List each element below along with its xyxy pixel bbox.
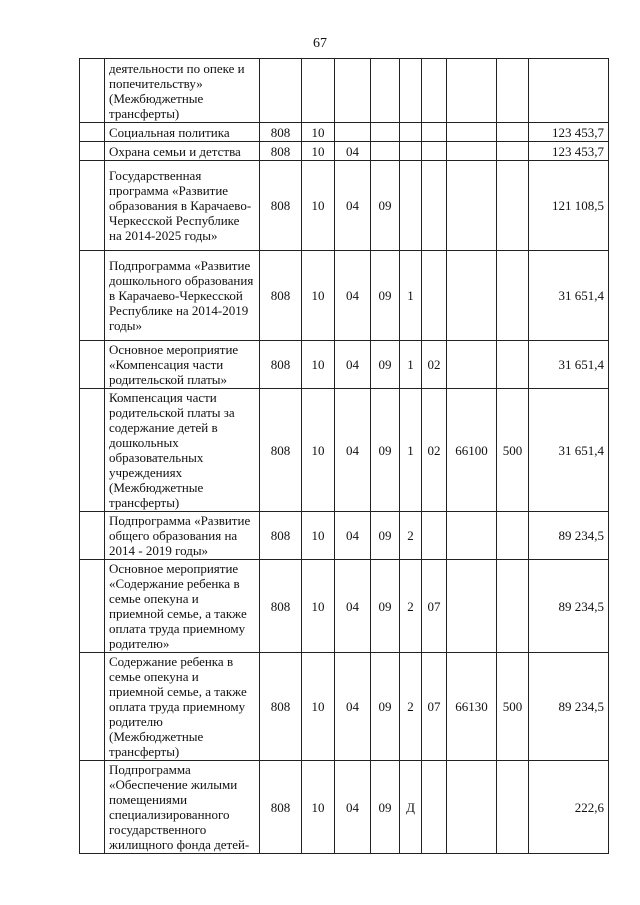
cell-name: Подпрограмма «Обеспечение жилыми помещениями специализированного государственного жилищного фонда детей- <box>105 761 260 854</box>
cell-ministry: 808 <box>260 142 302 161</box>
cell-ministry: 808 <box>260 341 302 389</box>
cell-name: Социальная политика <box>105 123 260 142</box>
table-row <box>80 59 609 123</box>
table-row <box>80 761 609 854</box>
cell-name: Государственная программа «Развитие образования в Карачаево-Черкесской Республике на 2014-2025 годы» <box>105 161 260 251</box>
cell-program: 09 <box>371 761 400 854</box>
cell-amount: 89 234,5 <box>529 512 609 560</box>
table-row <box>80 161 609 251</box>
cell-subsection: 04 <box>335 512 371 560</box>
cell-section <box>302 59 335 123</box>
cell-expense-type: 500 <box>497 653 529 761</box>
cell-name: Содержание ребенка в семье опекуна и приемной семье, а также оплата труда приемному родителю (Межбюджетные трансферты) <box>105 653 260 761</box>
cell-program <box>371 59 400 123</box>
cell-amount: 222,6 <box>529 761 609 854</box>
table-row <box>80 341 609 389</box>
cell-name: Компенсация части родительской платы за содержание детей в дошкольных образовательных учреждениях (Межбюджетные трансферты) <box>105 389 260 512</box>
cell-ministry: 808 <box>260 251 302 341</box>
cell-subprogram: 2 <box>400 653 422 761</box>
cell-expense-type <box>497 251 529 341</box>
cell-direction <box>447 142 497 161</box>
cell-expense-type <box>497 560 529 653</box>
cell-event <box>422 761 447 854</box>
cell-subsection: 04 <box>335 251 371 341</box>
cell-direction <box>447 251 497 341</box>
cell-subprogram: 1 <box>400 251 422 341</box>
cell-subsection: 04 <box>335 389 371 512</box>
cell-program: 09 <box>371 653 400 761</box>
table-row <box>80 512 609 560</box>
cell-ministry: 808 <box>260 123 302 142</box>
row-index-cell <box>80 341 105 389</box>
cell-amount: 121 108,5 <box>529 161 609 251</box>
cell-ministry: 808 <box>260 653 302 761</box>
table-row <box>80 389 609 512</box>
cell-program <box>371 142 400 161</box>
page-number: 67 <box>313 36 327 51</box>
cell-amount: 123 453,7 <box>529 142 609 161</box>
cell-event: 07 <box>422 560 447 653</box>
cell-expense-type <box>497 59 529 123</box>
cell-ministry: 808 <box>260 512 302 560</box>
cell-event <box>422 59 447 123</box>
cell-program: 09 <box>371 341 400 389</box>
table-row <box>80 123 609 142</box>
budget-table <box>79 58 609 854</box>
row-index-cell <box>80 560 105 653</box>
cell-name: Охрана семьи и детства <box>105 142 260 161</box>
cell-program <box>371 123 400 142</box>
row-index-cell <box>80 389 105 512</box>
cell-section: 10 <box>302 389 335 512</box>
row-index-cell <box>80 512 105 560</box>
cell-name: деятельности по опеке и попечительству» (Межбюджетные трансферты) <box>105 59 260 123</box>
cell-section: 10 <box>302 512 335 560</box>
table-row <box>80 560 609 653</box>
row-index-cell <box>80 653 105 761</box>
cell-ministry: 808 <box>260 161 302 251</box>
cell-program: 09 <box>371 251 400 341</box>
cell-amount: 89 234,5 <box>529 653 609 761</box>
cell-section: 10 <box>302 123 335 142</box>
cell-direction <box>447 560 497 653</box>
cell-program: 09 <box>371 560 400 653</box>
cell-direction <box>447 341 497 389</box>
cell-subsection: 04 <box>335 161 371 251</box>
cell-subprogram: 2 <box>400 512 422 560</box>
cell-direction: 66130 <box>447 653 497 761</box>
cell-subprogram: 1 <box>400 389 422 512</box>
cell-expense-type <box>497 161 529 251</box>
cell-name: Подпрограмма «Развитие общего образования на 2014 - 2019 годы» <box>105 512 260 560</box>
cell-section: 10 <box>302 142 335 161</box>
row-index-cell <box>80 142 105 161</box>
cell-amount: 31 651,4 <box>529 389 609 512</box>
cell-section: 10 <box>302 653 335 761</box>
cell-subprogram <box>400 59 422 123</box>
cell-subprogram <box>400 142 422 161</box>
cell-subsection: 04 <box>335 560 371 653</box>
cell-amount <box>529 59 609 123</box>
cell-amount: 123 453,7 <box>529 123 609 142</box>
cell-ministry: 808 <box>260 389 302 512</box>
cell-expense-type: 500 <box>497 389 529 512</box>
cell-section: 10 <box>302 761 335 854</box>
cell-subsection: 04 <box>335 142 371 161</box>
row-index-cell <box>80 761 105 854</box>
cell-direction <box>447 59 497 123</box>
cell-ministry <box>260 59 302 123</box>
cell-amount: 89 234,5 <box>529 560 609 653</box>
cell-event <box>422 251 447 341</box>
cell-program: 09 <box>371 161 400 251</box>
cell-section: 10 <box>302 341 335 389</box>
cell-event <box>422 161 447 251</box>
row-index-cell <box>80 123 105 142</box>
cell-expense-type <box>497 761 529 854</box>
cell-event <box>422 142 447 161</box>
cell-subprogram <box>400 123 422 142</box>
cell-direction <box>447 123 497 142</box>
cell-event <box>422 123 447 142</box>
cell-amount: 31 651,4 <box>529 251 609 341</box>
row-index-cell <box>80 161 105 251</box>
cell-subsection <box>335 123 371 142</box>
cell-name: Основное мероприятие «Компенсация части родительской платы» <box>105 341 260 389</box>
cell-subprogram: Д <box>400 761 422 854</box>
table-row <box>80 251 609 341</box>
cell-event <box>422 512 447 560</box>
row-index-cell <box>80 251 105 341</box>
cell-expense-type <box>497 123 529 142</box>
cell-subsection: 04 <box>335 653 371 761</box>
table-body <box>80 59 609 854</box>
cell-program: 09 <box>371 389 400 512</box>
table-row <box>80 653 609 761</box>
cell-program: 09 <box>371 512 400 560</box>
cell-direction <box>447 161 497 251</box>
cell-section: 10 <box>302 161 335 251</box>
cell-direction: 66100 <box>447 389 497 512</box>
cell-event: 02 <box>422 341 447 389</box>
cell-event: 02 <box>422 389 447 512</box>
cell-ministry: 808 <box>260 761 302 854</box>
cell-direction <box>447 512 497 560</box>
row-index-cell <box>80 59 105 123</box>
cell-expense-type <box>497 341 529 389</box>
cell-direction <box>447 761 497 854</box>
cell-amount: 31 651,4 <box>529 341 609 389</box>
cell-subprogram: 1 <box>400 341 422 389</box>
cell-expense-type <box>497 512 529 560</box>
cell-subsection: 04 <box>335 341 371 389</box>
cell-subprogram: 2 <box>400 560 422 653</box>
cell-section: 10 <box>302 560 335 653</box>
cell-subsection <box>335 59 371 123</box>
cell-expense-type <box>497 142 529 161</box>
cell-name: Основное мероприятие «Содержание ребенка в семье опекуна и приемной семье, а также оплата труда приемному родителю» <box>105 560 260 653</box>
cell-section: 10 <box>302 251 335 341</box>
cell-ministry: 808 <box>260 560 302 653</box>
table-row <box>80 142 609 161</box>
cell-event: 07 <box>422 653 447 761</box>
cell-subprogram <box>400 161 422 251</box>
cell-subsection: 04 <box>335 761 371 854</box>
cell-name: Подпрограмма «Развитие дошкольного образования в Карачаево-Черкесской Республике на 2014-2019 годы» <box>105 251 260 341</box>
